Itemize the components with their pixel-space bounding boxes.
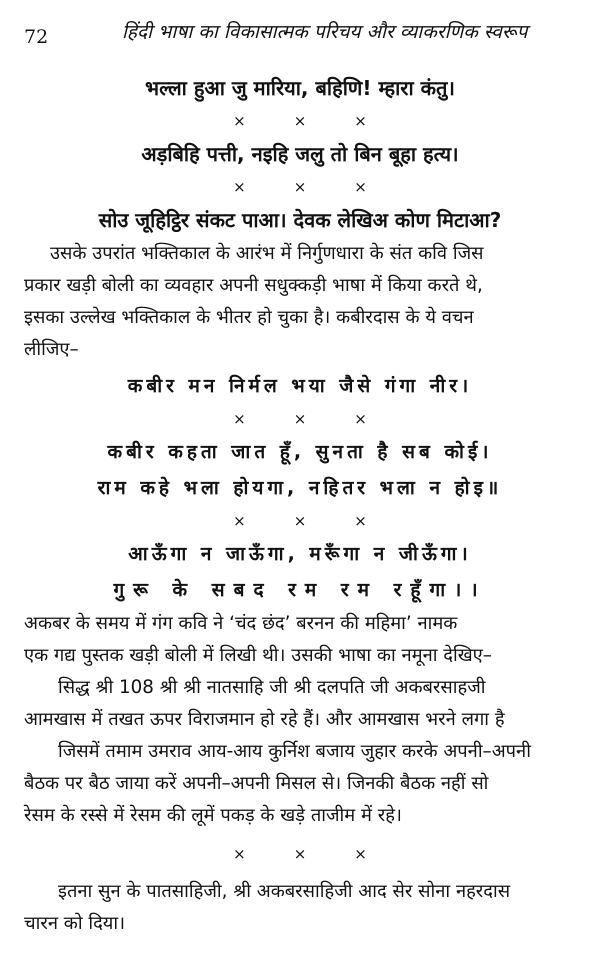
prose-quotation bbox=[24, 672, 578, 832]
separator-mark: × bbox=[293, 845, 355, 863]
separator-mark: × bbox=[293, 410, 355, 428]
quotation-line: जिसमें तमाम उमराव आय-आय कुर्निश बजाय जुहार करके अपनी–अपनी bbox=[58, 741, 531, 762]
separator-mark: × bbox=[233, 845, 294, 863]
verse-line: भल्ला हुआ जु मारिया, बहिणि! म्हारा कंतु। bbox=[145, 76, 455, 100]
verse-line: सोउ जूहिट्ठिर संकट पाआ। देवक लेखिअ कोण मिटाआ? bbox=[98, 208, 502, 232]
separator-mark: × bbox=[233, 410, 294, 428]
section-separator bbox=[0, 404, 600, 434]
section-separator bbox=[0, 506, 600, 536]
running-title: हिंदी भाषा का विकासात्मक परिचय और व्याकरणिक स्वरूप bbox=[122, 21, 528, 43]
separator-mark: × bbox=[233, 112, 294, 130]
paragraph-line: इसका उल्लेख भक्तिकाल के भीतर हो चुका है। कबीरदास के ये वचन bbox=[24, 307, 474, 328]
quotation-line: सिद्ध श्री 108 श्री श्री नातसाहि जी श्री दलपति जी अकबरसाहजी bbox=[58, 677, 486, 698]
section-separator bbox=[0, 106, 600, 136]
separator-mark: × bbox=[354, 410, 415, 428]
quotation-line: बैठक पर बैठ जाया करें अपनी–अपनी मिसल से। जिनकी बैठक नहीं सो bbox=[24, 773, 489, 794]
verse-line: कबीर कहता जात हूँ, सुनता है सब कोई। bbox=[107, 441, 493, 463]
separator-mark: × bbox=[354, 178, 415, 196]
separator-mark: × bbox=[354, 512, 415, 530]
separator-mark: × bbox=[354, 112, 415, 130]
quotation-line: चारन को दिया। bbox=[24, 913, 126, 934]
section-separator bbox=[0, 832, 600, 876]
separator-mark: × bbox=[233, 178, 294, 196]
verse-line: राम कहे भला होयगा, नहितर भला न होइ॥ bbox=[97, 477, 503, 499]
page-number: 72 bbox=[24, 26, 49, 48]
verse-line: गुरू के सबद रम रम रहूँगा।। bbox=[113, 579, 487, 601]
page-body bbox=[0, 56, 600, 940]
paragraph-line: एक गद्य पुस्तक खड़ी बोली में लिखी थी। उसकी भाषा का नमूना देखिए– bbox=[24, 645, 492, 666]
verse-line: आऊँगा न जाऊँगा, मरूँगा न जीऊँगा। bbox=[128, 543, 472, 565]
paragraph-line: प्रकार खड़ी बोली का व्यवहार अपनी सधुक्कड़ी भाषा में किया करते थे, bbox=[24, 275, 483, 296]
quotation-line: रेसम के रस्से में रेसम की लूमें पकड़ के खड़े ताजीम में रहे। bbox=[24, 805, 402, 826]
separator-mark: × bbox=[293, 512, 355, 530]
paragraph-line: उसके उपरांत भक्तिकाल के आरंभ में निर्गुणधारा के संत कवि जिस bbox=[50, 243, 484, 264]
page-header bbox=[0, 0, 600, 56]
verse-line: कबीर मन निर्मल भया जैसे गंगा नीर। bbox=[127, 375, 473, 397]
quotation-line: इतना सुन के पातसाहिजी, श्री अकबरसाहिजी आद सेर सोना नहरदास bbox=[58, 881, 511, 902]
separator-mark: × bbox=[233, 512, 294, 530]
paragraph-line: लीजिए– bbox=[24, 339, 79, 360]
section-separator bbox=[0, 172, 600, 202]
separator-mark: × bbox=[293, 112, 355, 130]
quotation-line: आमखास में तखत ऊपर विराजमान हो रहे हैं। और आमखास भरने लगा है bbox=[24, 709, 505, 730]
separator-mark: × bbox=[354, 845, 415, 863]
separator-mark: × bbox=[293, 178, 355, 196]
verse-line: अड़बिहि पत्ती, नइहि जलु तो बिन बूहा हत्य। bbox=[141, 142, 459, 166]
paragraph-line: अकबर के समय में गंग कवि ने ‘चंद छंद’ बरनन की महिमा’ नामक bbox=[24, 613, 458, 634]
prose-quotation bbox=[24, 876, 578, 940]
paragraph bbox=[24, 238, 578, 366]
paragraph bbox=[24, 608, 578, 672]
